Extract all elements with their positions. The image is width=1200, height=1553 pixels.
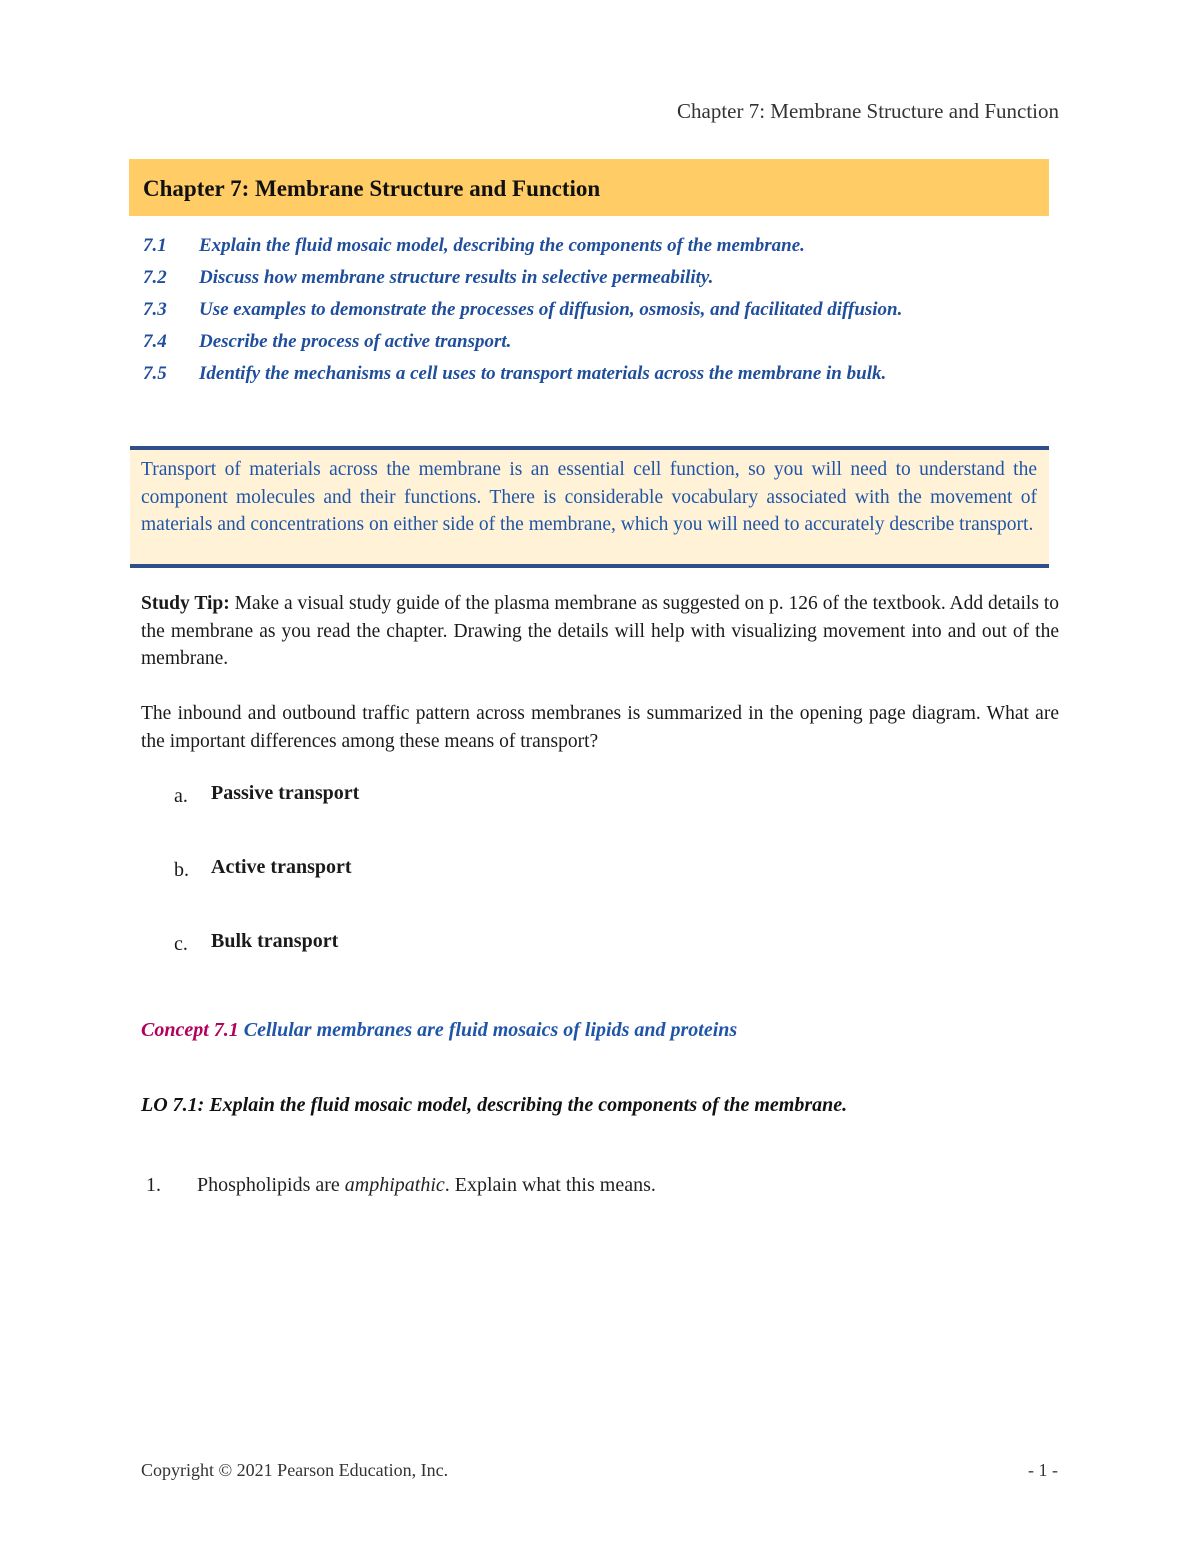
objective-item [143, 296, 1060, 324]
list-letter: c. [174, 933, 188, 955]
intro-callout [130, 446, 1049, 568]
objective-text: Use examples to demonstrate the processes of diffusion, osmosis, and facilitated diffusion. [199, 299, 903, 320]
list-item [174, 930, 338, 956]
footer-copyright: Copyright © 2021 Pearson Education, Inc. [141, 1460, 449, 1480]
question-text-after: . Explain what this means. [444, 1174, 656, 1196]
traffic-paragraph: The inbound and outbound traffic pattern across membranes is summarized in the opening page diagram. What are the important differences among these means of transport? [141, 703, 1059, 752]
objective-number: 7.3 [143, 299, 167, 320]
question-text-before: Phospholipids are [197, 1174, 345, 1196]
study-tip-paragraph [141, 590, 1059, 673]
concept-text: Cellular membranes are fluid mosaics of lipids and proteins [238, 1019, 738, 1041]
objective-text: Describe the process of active transport. [199, 331, 512, 352]
lo-heading: LO 7.1: Explain the fluid mosaic model, describing the components of the membrane. [141, 1094, 848, 1116]
concept-prefix: Concept 7.1 [141, 1019, 239, 1041]
learning-objectives [143, 232, 1060, 392]
objective-item [143, 232, 1060, 260]
study-tip-text: Make a visual study guide of the plasma membrane as suggested on p. 126 of the textbook. Add details to the membrane as you read the chapter. Drawing the details will help with visualizing movement into and out of the membrane. [141, 593, 1059, 669]
objective-number: 7.4 [143, 331, 167, 352]
list-label: Bulk transport [211, 930, 339, 952]
question-number: 1. [146, 1174, 161, 1196]
list-item [174, 782, 359, 808]
study-tip-label: Study Tip: [141, 593, 230, 614]
concept-heading [141, 1019, 737, 1042]
footer-page-number: - 1 - [1028, 1460, 1058, 1480]
list-letter: b. [174, 859, 189, 881]
objective-text: Discuss how membrane structure results in selective permeability. [199, 267, 714, 288]
intro-text: Transport of materials across the membrane is an essential cell function, so you will need to understand the component molecules and their functions. There is considerable vocabulary associated with the movement of materials and concentrations on either side of the membrane, which you will need to accurately describe transport. [141, 459, 1037, 535]
list-item [174, 856, 352, 882]
list-label: Active transport [211, 856, 352, 878]
objective-number: 7.1 [143, 235, 167, 256]
list-label: Passive transport [211, 782, 360, 804]
list-letter: a. [174, 785, 188, 807]
objective-item [143, 360, 1060, 388]
chapter-title: Chapter 7: Membrane Structure and Function [143, 176, 601, 201]
question-term: amphipathic [344, 1174, 445, 1196]
chapter-title-bar [129, 159, 1049, 216]
objective-number: 7.2 [143, 267, 167, 288]
question-item [146, 1174, 656, 1197]
objective-text: Explain the fluid mosaic model, describing the components of the membrane. [199, 235, 805, 256]
running-header: Chapter 7: Membrane Structure and Function [677, 99, 1059, 123]
objective-number: 7.5 [143, 363, 167, 384]
objective-item [143, 328, 1060, 356]
objective-item [143, 264, 1060, 292]
objective-text: Identify the mechanisms a cell uses to transport materials across the membrane in bulk. [199, 363, 887, 384]
